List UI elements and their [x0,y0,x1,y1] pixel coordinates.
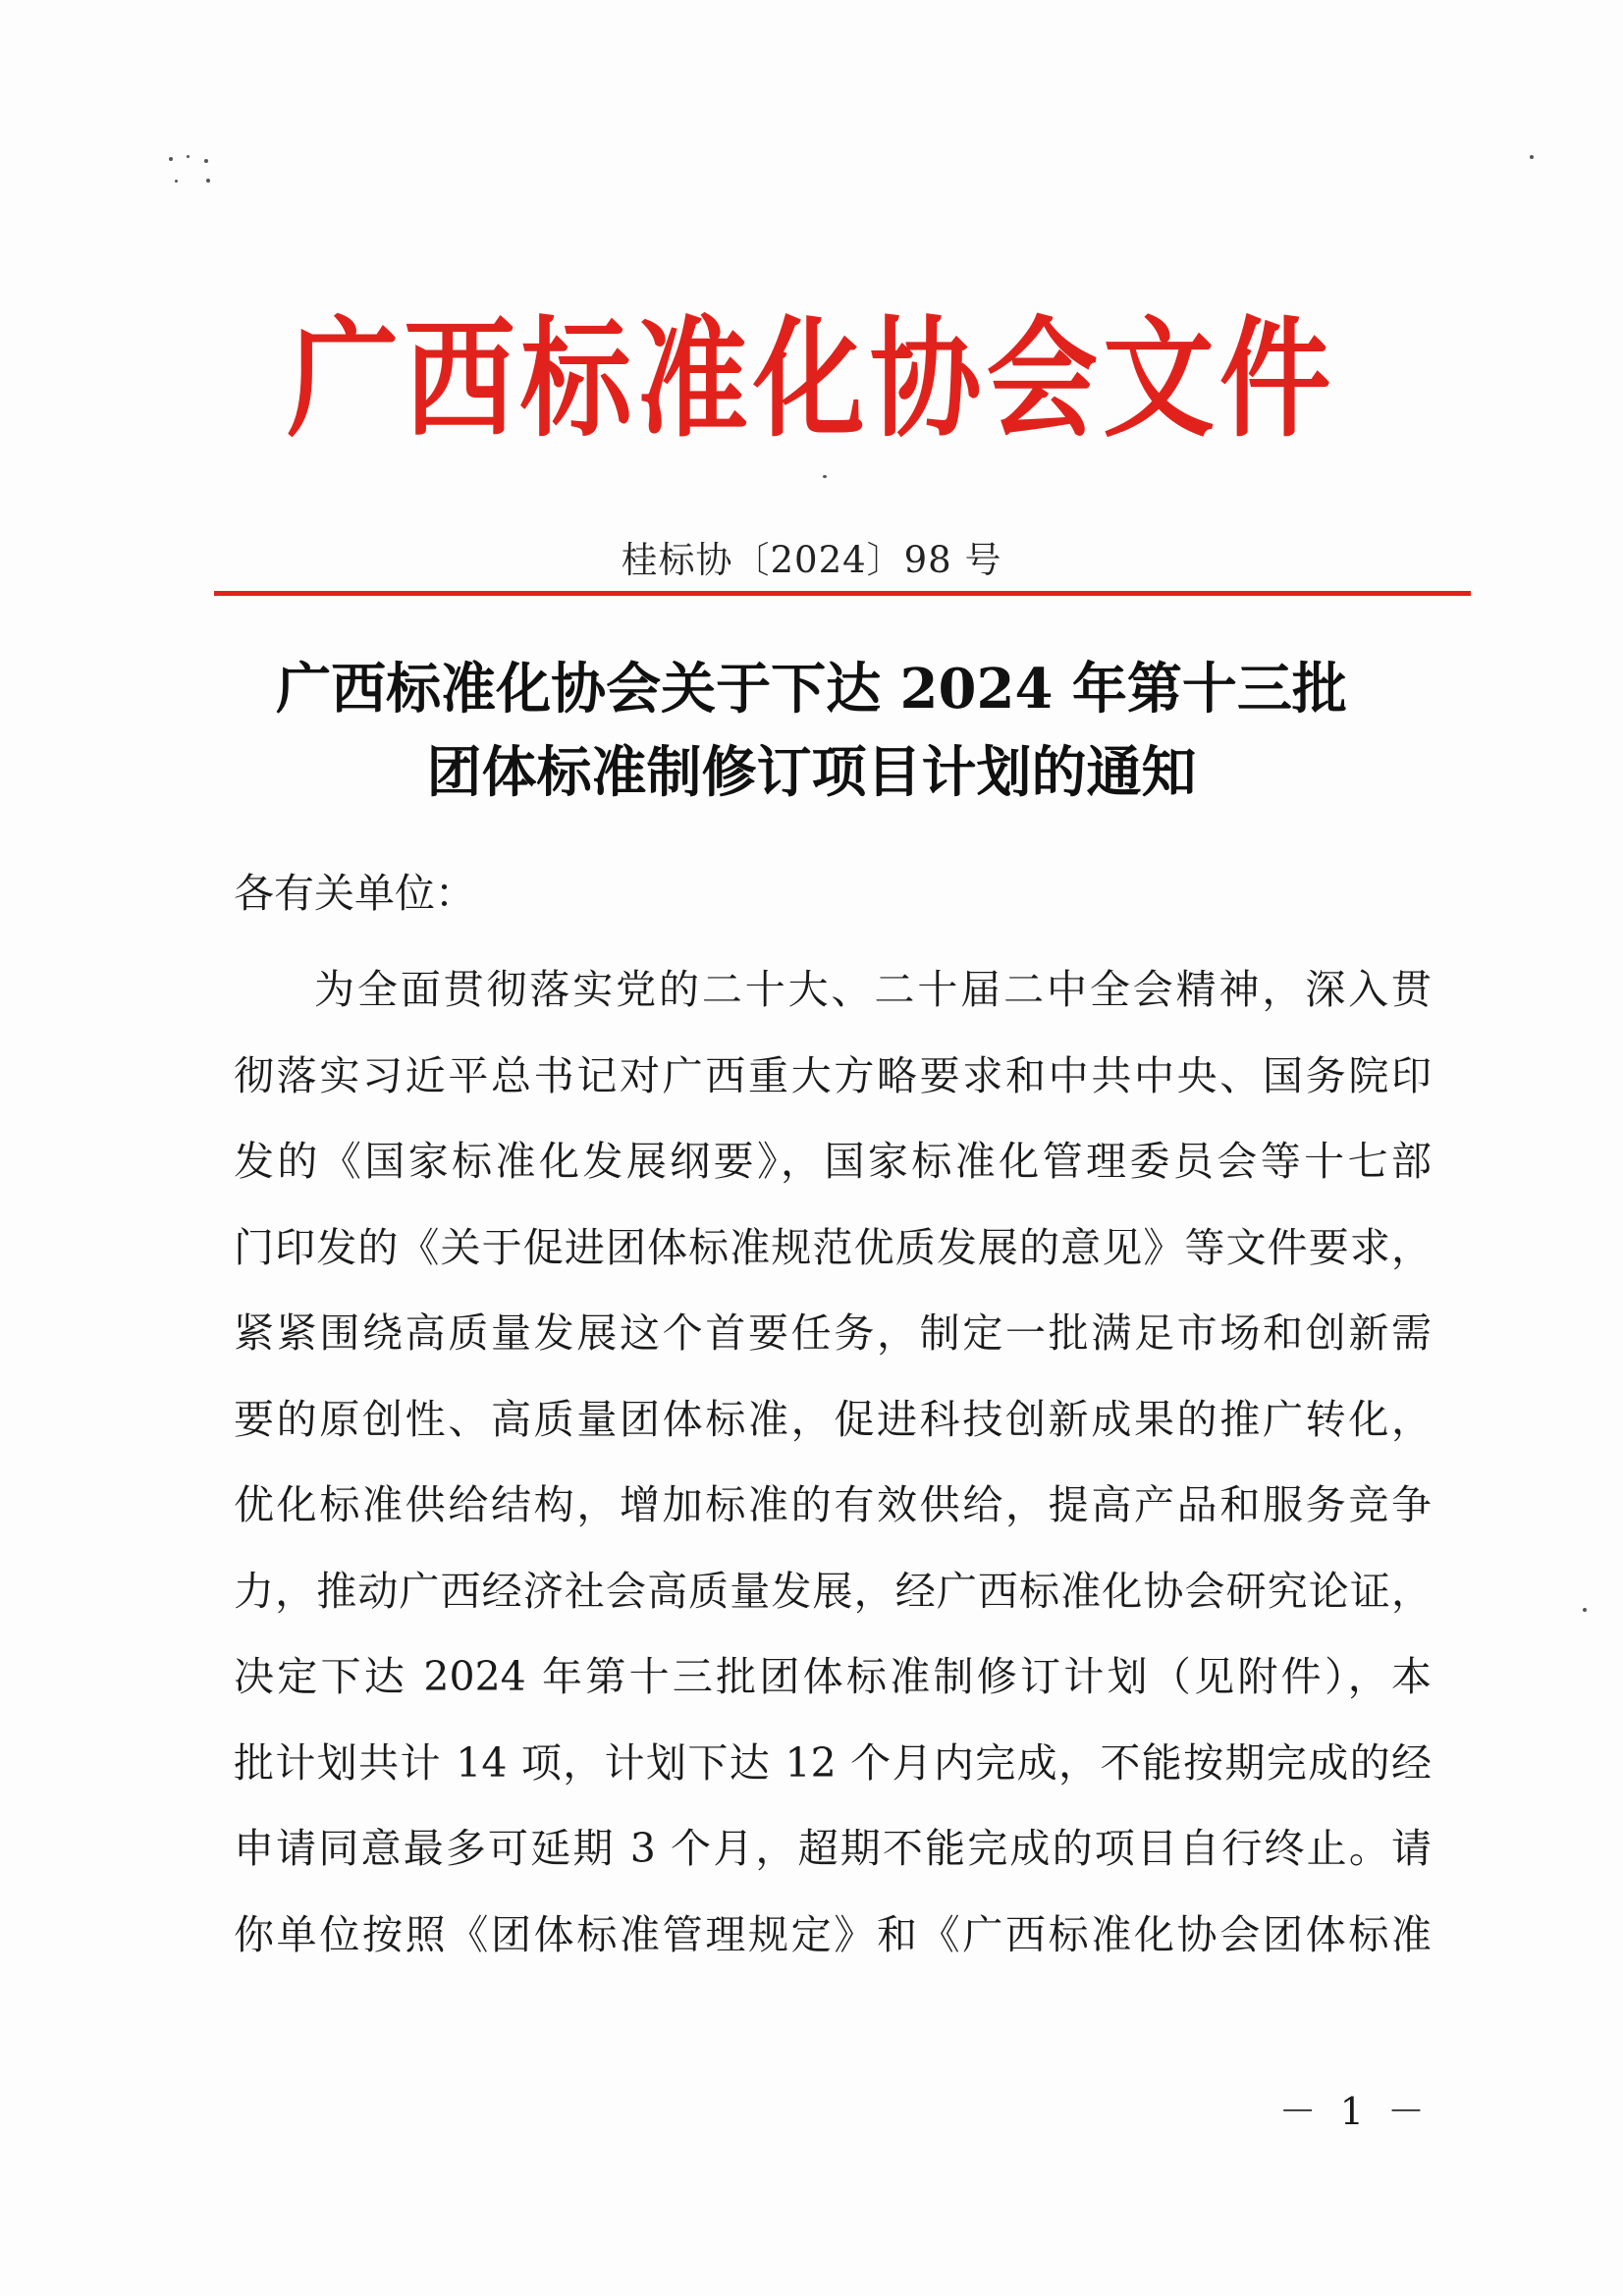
body-line: 彻落实习近平总书记对广西重大方略要求和中共中央、国务院印 [234,1051,1432,1099]
body-line: 为全面贯彻落实党的二十大、二十届二中全会精神，深入贯 [314,966,1432,1013]
org-header-title: 广西标准化协会文件 [287,303,1336,455]
scan-speck [1530,155,1534,159]
notice-title-line: 团体标准制修订项目计划的通知 [426,740,1197,805]
body-line: 优化标准供给结构，增加标准的有效供给，提高产品和服务竞争 [234,1481,1432,1528]
salutation: 各有关单位： [234,870,475,917]
scan-speck [206,179,210,183]
body-paragraph [234,947,1432,1978]
scan-speck [823,475,827,478]
body-line: 申请同意最多可延期 3 个月，超期不能完成的项目自行终止。请 [234,1825,1432,1872]
body-line: 要的原创性、高质量团体标准，促进科技创新成果的推广转化， [234,1395,1432,1443]
body-line: 门印发的《关于促进团体标准规范优质发展的意见》等文件要求， [234,1223,1432,1271]
body-line: 力，推动广西经济社会高质量发展，经广西标准化协会研究论证， [234,1567,1432,1615]
notice-title-line: 广西标准化协会关于下达 2024 年第十三批 [276,657,1347,721]
notice-title [0,648,1623,815]
scan-speck [175,180,178,183]
page-number: － 1 － [1278,2090,1431,2133]
document-number: 桂标协〔2024〕98 号 [621,539,1002,581]
body-line: 你单位按照《团体标准管理规定》和《广西标准化协会团体标准 [234,1910,1432,1958]
body-line: 决定下达 2024 年第十三批团体标准制修订计划（见附件），本 [234,1653,1432,1700]
scan-speck [187,155,189,158]
scan-speck [204,159,208,163]
scan-speck [169,157,173,161]
body-line: 发的《国家标准化发展纲要》，国家标准化管理委员会等十七部 [234,1138,1432,1185]
red-divider-line [214,591,1471,596]
scan-speck [1583,1608,1587,1612]
body-line: 批计划共计 14 项，计划下达 12 个月内完成，不能按期完成的经 [234,1738,1432,1787]
body-line: 紧紧围绕高质量发展这个首要任务，制定一批满足市场和创新需 [234,1309,1432,1357]
